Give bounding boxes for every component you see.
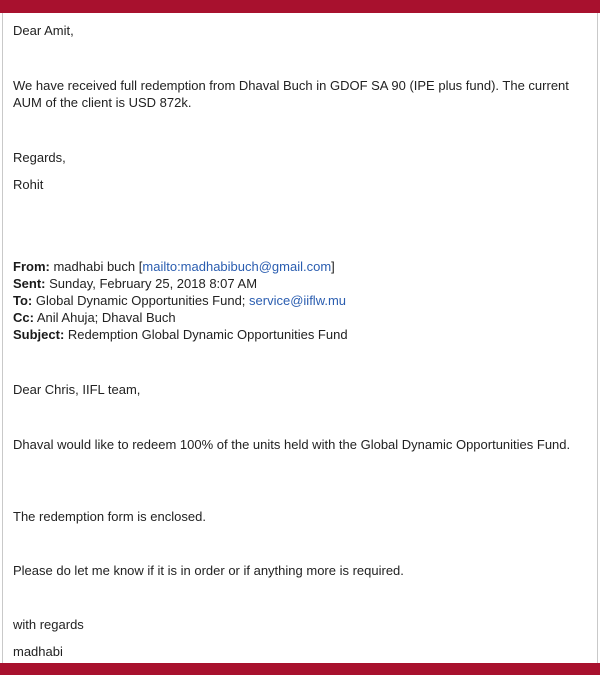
reply-closing: Regards, xyxy=(13,150,66,165)
sent-date: Sunday, February 25, 2018 8:07 AM xyxy=(49,276,258,291)
bottom-frame-bar xyxy=(0,663,600,675)
reply-signature: Rohit xyxy=(13,177,44,192)
original-closing: with regards xyxy=(13,617,84,632)
original-para-form: The redemption form is enclosed. xyxy=(13,509,206,524)
left-border xyxy=(2,13,3,663)
cc-label: Cc: xyxy=(13,310,34,325)
reply-greeting: Dear Amit, xyxy=(13,23,74,38)
to-recipient: Global Dynamic Opportunities Fund; xyxy=(35,293,246,308)
from-name: madhabi buch xyxy=(53,259,136,274)
original-signature: madhabi xyxy=(13,644,63,659)
sent-line xyxy=(13,275,257,292)
sender-email-link[interactable]: mailto:madhabibuch@gmail.com xyxy=(142,259,332,274)
to-line xyxy=(13,292,346,309)
from-bracket-open: [ xyxy=(138,259,143,274)
original-greeting: Dear Chris, IIFL team, xyxy=(13,382,141,397)
from-bracket-close: ] xyxy=(331,259,335,274)
sent-label: Sent: xyxy=(13,276,46,291)
from-line xyxy=(13,258,335,275)
to-label: To: xyxy=(13,293,33,308)
subject-line xyxy=(13,326,348,343)
right-border xyxy=(597,13,598,663)
from-label: From: xyxy=(13,259,50,274)
original-para-redeem: Dhaval would like to redeem 100% of the units held with the Global Dynamic Opportunities Fund. xyxy=(13,437,571,452)
reply-body: We have received full redemption from Dhaval Buch in GDOF SA 90 (IPE plus fund). The current AUM of the client is USD 872k. xyxy=(13,78,569,110)
top-frame-bar xyxy=(0,0,600,13)
subject-label: Subject: xyxy=(13,327,65,342)
to-email-link[interactable]: service@iiflw.mu xyxy=(249,293,347,308)
subject-text: Redemption Global Dynamic Opportunities Fund xyxy=(67,327,348,342)
cc-line xyxy=(13,309,176,326)
original-para-request: Please do let me know if it is in order or if anything more is required. xyxy=(13,563,404,578)
cc-recipients: Anil Ahuja; Dhaval Buch xyxy=(36,310,176,325)
